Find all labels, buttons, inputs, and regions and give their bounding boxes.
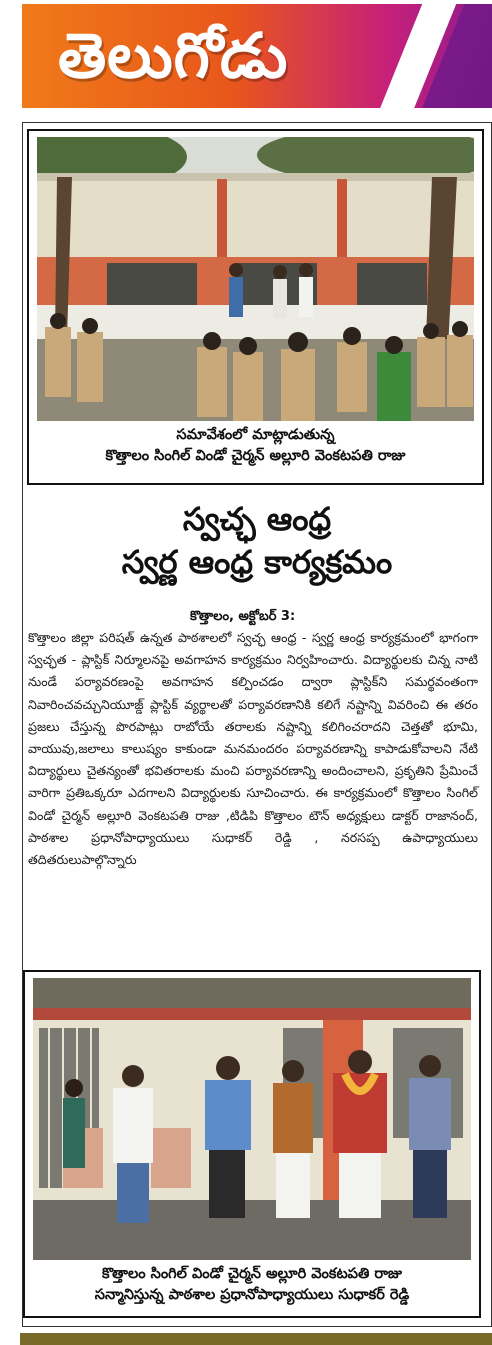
photo1-caption xyxy=(29,425,482,467)
headline-line2: స్వర్ణ ఆంధ్ర కార్యక్రమం xyxy=(121,543,393,581)
photo-meeting-box xyxy=(27,129,484,485)
photo1-caption-line1: సమావేశంలో మాట్లాడుతున్న xyxy=(176,427,335,443)
photo2-caption-line2: సన్మానిస్తున్న పాఠశాల ప్రధానోపాధ్యాయులు సుధాకర్ రెడ్డి xyxy=(94,1287,410,1303)
photo2-caption-line1: కొత్తాలం సింగిల్ విండో చైర్మన్ అల్లూరి వెంకటపతి రాజు xyxy=(102,1266,402,1282)
article-body: కొత్తాలం జిల్లా పరిషత్ ఉన్నత పాఠశాలలో స్వచ్ఛ ఆంధ్ర - స్వర్ణ ఆంధ్ర కార్యక్రమంలో భాగంగా స్వచ్ఛత - ప్లాస్టిక్ నిర్మూలనపై అవగాహన కార్యక్రమం నిర్వహించారు. విద్యార్థులకు చిన్న నాటి నుండే పర్యావరణంపై అవగాహన కల్పించడం ద్వారా ప్లాస్టిక్‌ని సమర్థవంతంగా నివారించవచ్చునియూజ్డ్ ప్లాస్టిక్ వ్యర్థాలతో పర్యావరణానికి కలిగే నష్టాన్ని వివరించి ఈ తరం ప్రజలు చేస్తున్న పొరపాట్లు రాబోయే తరాలకు నష్టాన్ని కలిగించరాదని చెత్తతో భూమి, వాయువు,జలాలు కాలుష్యం కాకుండా మనమందరం పర్యావరణాన్ని కాపాడుకోవాలని నేటి విద్యార్థులు చైతన్యంతో భవితరాలకు మంచి పర్యావరణాన్ని అందించాలని, ప్రకృతిని ప్రేమించే వారిగా ప్రతిఒక్కరూ ఎదగాలని విద్యార్థులకు సూచించారు. ఈ కార్యక్రమంలో కొత్తాలం సింగిల్ విండో చైర్మన్ అల్లూరి వెంకటపతి రాజు ,టిడిపి కొత్తాలం టౌన్ అధ్యక్షులు డాక్టర్ రాజానంద్, పాఠశాల ప్రధానోపాధ్యాయులు సుధాకర్ రెడ్డి , నరసప్ప ఉపాధ్యాయులు తదితరులుపాల్గొన్నారు xyxy=(28,630,478,868)
bottom-rule xyxy=(20,1333,492,1345)
masthead-banner xyxy=(22,4,492,108)
headline-line1: స్వచ్ఛ ఆంధ్ర xyxy=(182,500,332,538)
photo2-caption xyxy=(25,1264,479,1306)
photo-school-assembly xyxy=(37,137,474,421)
dateline: కొత్తాలం, అక్టోబర్ 3: xyxy=(190,609,296,624)
newspaper-logo: తెలుగోడు xyxy=(58,19,289,92)
photo-felicitation-box xyxy=(23,970,481,1318)
photo1-caption-line2: కొత్తాలం సింగిల్ విండో చైర్మన్ అల్లూరి వెంకటపతి రాజు xyxy=(105,448,406,464)
photo-felicitation xyxy=(33,978,471,1260)
